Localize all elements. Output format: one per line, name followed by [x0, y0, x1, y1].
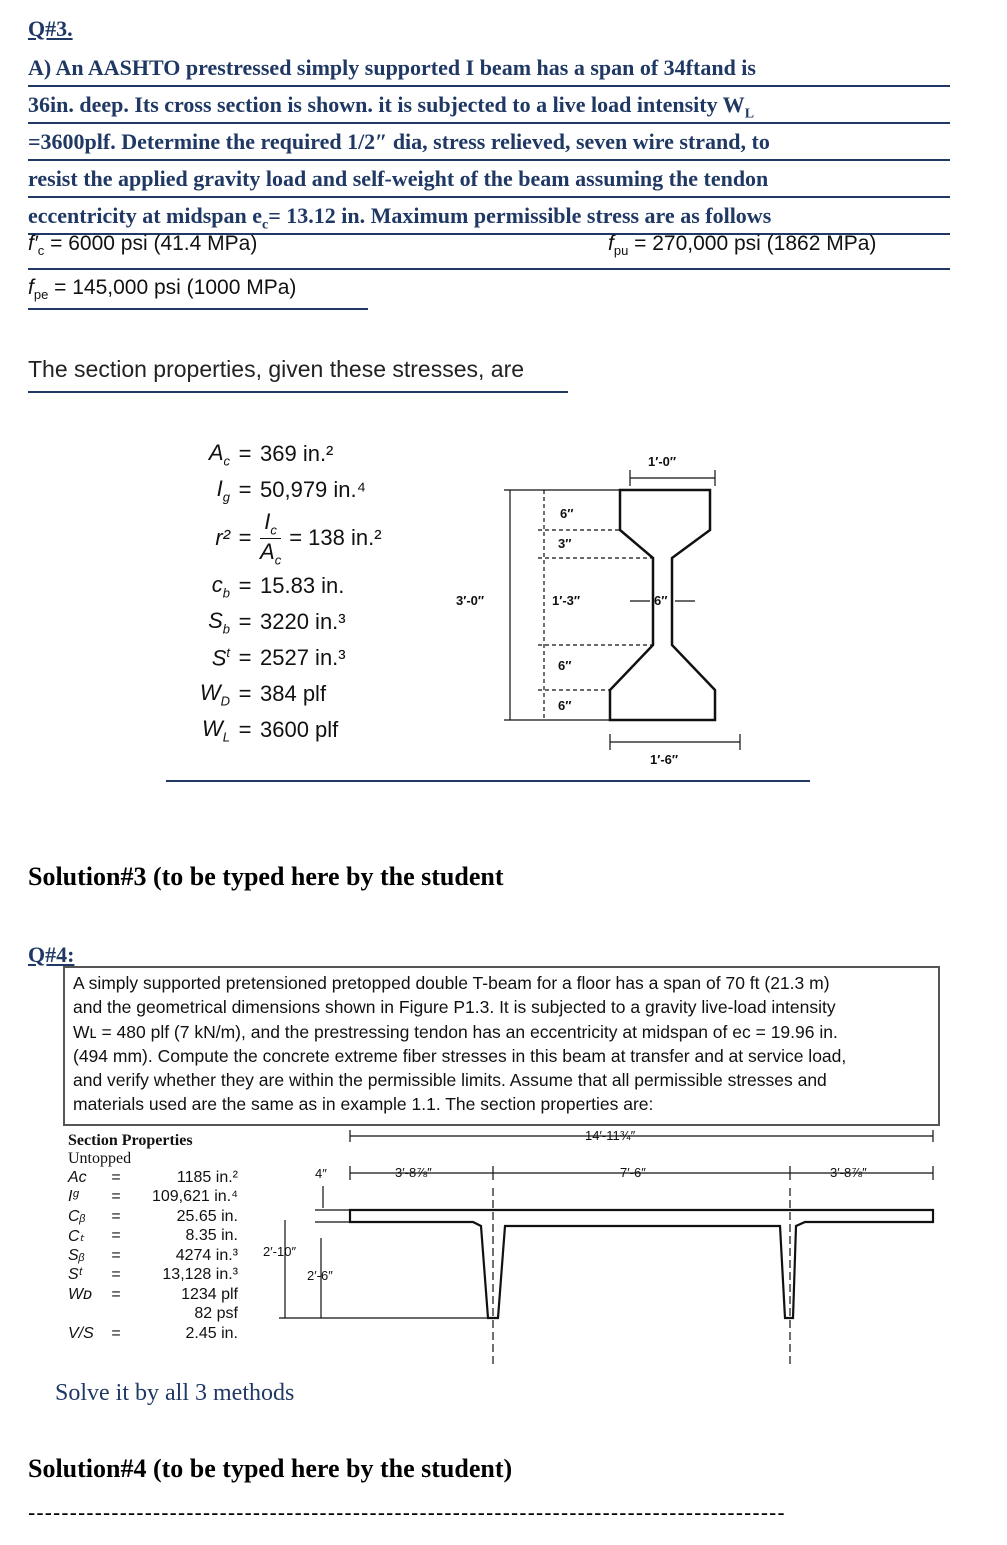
double-t-cross-section — [255, 1128, 945, 1373]
dim-bot-flange: 6″ — [558, 698, 572, 713]
q3-properties-list — [170, 436, 382, 748]
sp-row: Wᴅ = 1234 plf — [68, 1285, 238, 1303]
q4-line-6: materials used are the same as in example 1.1. The section properties are: — [73, 1094, 654, 1115]
dim-bot-haunch: 6″ — [558, 658, 572, 673]
sp-row: Iᵍ = 109,621 in.⁴ — [68, 1188, 238, 1206]
prop-wl: $W_L$ = 3600 plf — [202, 715, 339, 745]
q3-line-5: eccentricity at midspan $e_c= 13.12$ in. Maximum permissible stress are as follows — [28, 198, 950, 235]
q3-problem-text — [28, 50, 950, 235]
dim-right-overhang: 3′-8⅞″ — [830, 1165, 867, 1180]
q3-line-3: =3600plf. Determine the required 1/2″ dia, stress relieved, seven wire strand, to — [28, 124, 950, 161]
q3-title: Q#3. — [28, 16, 73, 41]
dim-stem-spacing: 7′-6″ — [620, 1165, 646, 1180]
dim-top-flange: 6″ — [560, 506, 574, 521]
dim-left-overhang: 3′-8⅞″ — [395, 1165, 432, 1180]
sp-row: Sᵦ = 4274 in.³ — [68, 1246, 238, 1264]
sp-row: Cᵦ = 25.65 in. — [68, 1207, 238, 1225]
q3-line-2: 36in. deep. Its cross section is shown. it is subjected to a live load intensity $W_L$ — [28, 87, 950, 124]
q4-line-2: and the geometrical dimensions shown in Figure P1.3. It is subjected to a gravity live-load intensity — [73, 997, 836, 1018]
sp-subtitle: Untopped — [68, 1150, 132, 1167]
section-properties-intro: The section properties, given these stresses, are — [28, 356, 568, 393]
i-beam-cross-section — [440, 430, 760, 770]
dim-top-haunch: 3″ — [558, 536, 572, 551]
solve-note: Solve it by all 3 methods — [55, 1380, 295, 1406]
dim-stem-depth: 2′-6″ — [307, 1268, 333, 1283]
sp-row: V/S = 2.45 in. — [68, 1324, 238, 1342]
dim-flange: 4″ — [315, 1166, 327, 1181]
fpu-value: $f_{pu} = 270,000$ psi (1862 MPa) — [608, 232, 877, 259]
prop-ig: $I_g$ = 50,979 in.⁴ — [216, 475, 367, 505]
prop-cb: $c_b$ = 15.83 in. — [211, 571, 345, 601]
q3-line-1: A) An AASHTO prestressed simply supported I beam has a span of 34ftand is — [28, 50, 950, 87]
q4-title: Q#4: — [28, 942, 75, 967]
sp-row: 82 psf — [194, 1305, 238, 1323]
dim-web-width: 6″ — [654, 593, 668, 608]
figure-divider — [166, 780, 810, 782]
q4-section-properties — [68, 1132, 238, 1344]
prop-ac: $A_c$ = 369 in.² — [208, 439, 334, 469]
q3-stress-row-1 — [28, 228, 950, 270]
prop-r2: r² = $\frac{I_c}{A_c}$ = 138 in.² — [215, 509, 382, 567]
prop-st: $S^t$ = 2527 in.³ — [211, 644, 346, 671]
q3-stress-row-2 — [28, 270, 368, 310]
fc-value: $f'_c = 6000$ psi (41.4 MPa) — [28, 232, 258, 259]
dim-web: 1′-3″ — [552, 593, 581, 608]
q4-line-5: and verify whether they are within the permissible limits. Assume that all permissible stresses and — [73, 1070, 827, 1091]
double-t-outline — [350, 1210, 933, 1318]
solution-4-heading: Solution#4 (to be typed here by the student) — [28, 1454, 513, 1483]
q4-problem-box — [63, 966, 940, 1126]
sp-row: Cₜ = 8.35 in. — [68, 1227, 238, 1246]
dim-top-width: 1′-0″ — [648, 454, 677, 469]
dim-bot-width: 1′-6″ — [650, 752, 679, 767]
solution-3-heading: Solution#3 (to be typed here by the student — [28, 862, 504, 891]
dim-total-width: 14′-11¾″ — [585, 1128, 636, 1143]
q4-line-1: A simply supported pretensioned pretopped double T-beam for a floor has a span of 70 ft (21.3 m) — [73, 973, 830, 993]
dim-total-depth: 3′-0″ — [456, 593, 485, 608]
prop-sb: $S_b$ = 3220 in.³ — [208, 607, 346, 637]
dim-total-depth-dt: 2′-10″ — [263, 1244, 297, 1259]
prop-wd: $W_D$ = 384 plf — [199, 679, 327, 709]
sp-title: Section Properties — [68, 1132, 193, 1149]
sp-row: Sᵗ = 13,128 in.³ — [68, 1266, 238, 1284]
q3-line-4: resist the applied gravity load and self-weight of the beam assuming the tendon — [28, 161, 950, 198]
q4-line-4: (494 mm). Compute the concrete extreme fiber stresses in this beam at transfer and at service load, — [73, 1045, 847, 1066]
fpe-value: $f_{pe} = 145,000$ psi (1000 MPa) — [28, 276, 297, 303]
dashed-separator: ------------------------------------------------------------------------------------------- — [28, 1500, 786, 1525]
q4-line-3: Wʟ = 480 plf (7 kN/m), and the prestressing tendon has an eccentricity at midspan of eᴄ = 19.96 in. — [73, 1021, 838, 1042]
sp-row: Aᴄ = 1185 in.² — [68, 1168, 238, 1186]
